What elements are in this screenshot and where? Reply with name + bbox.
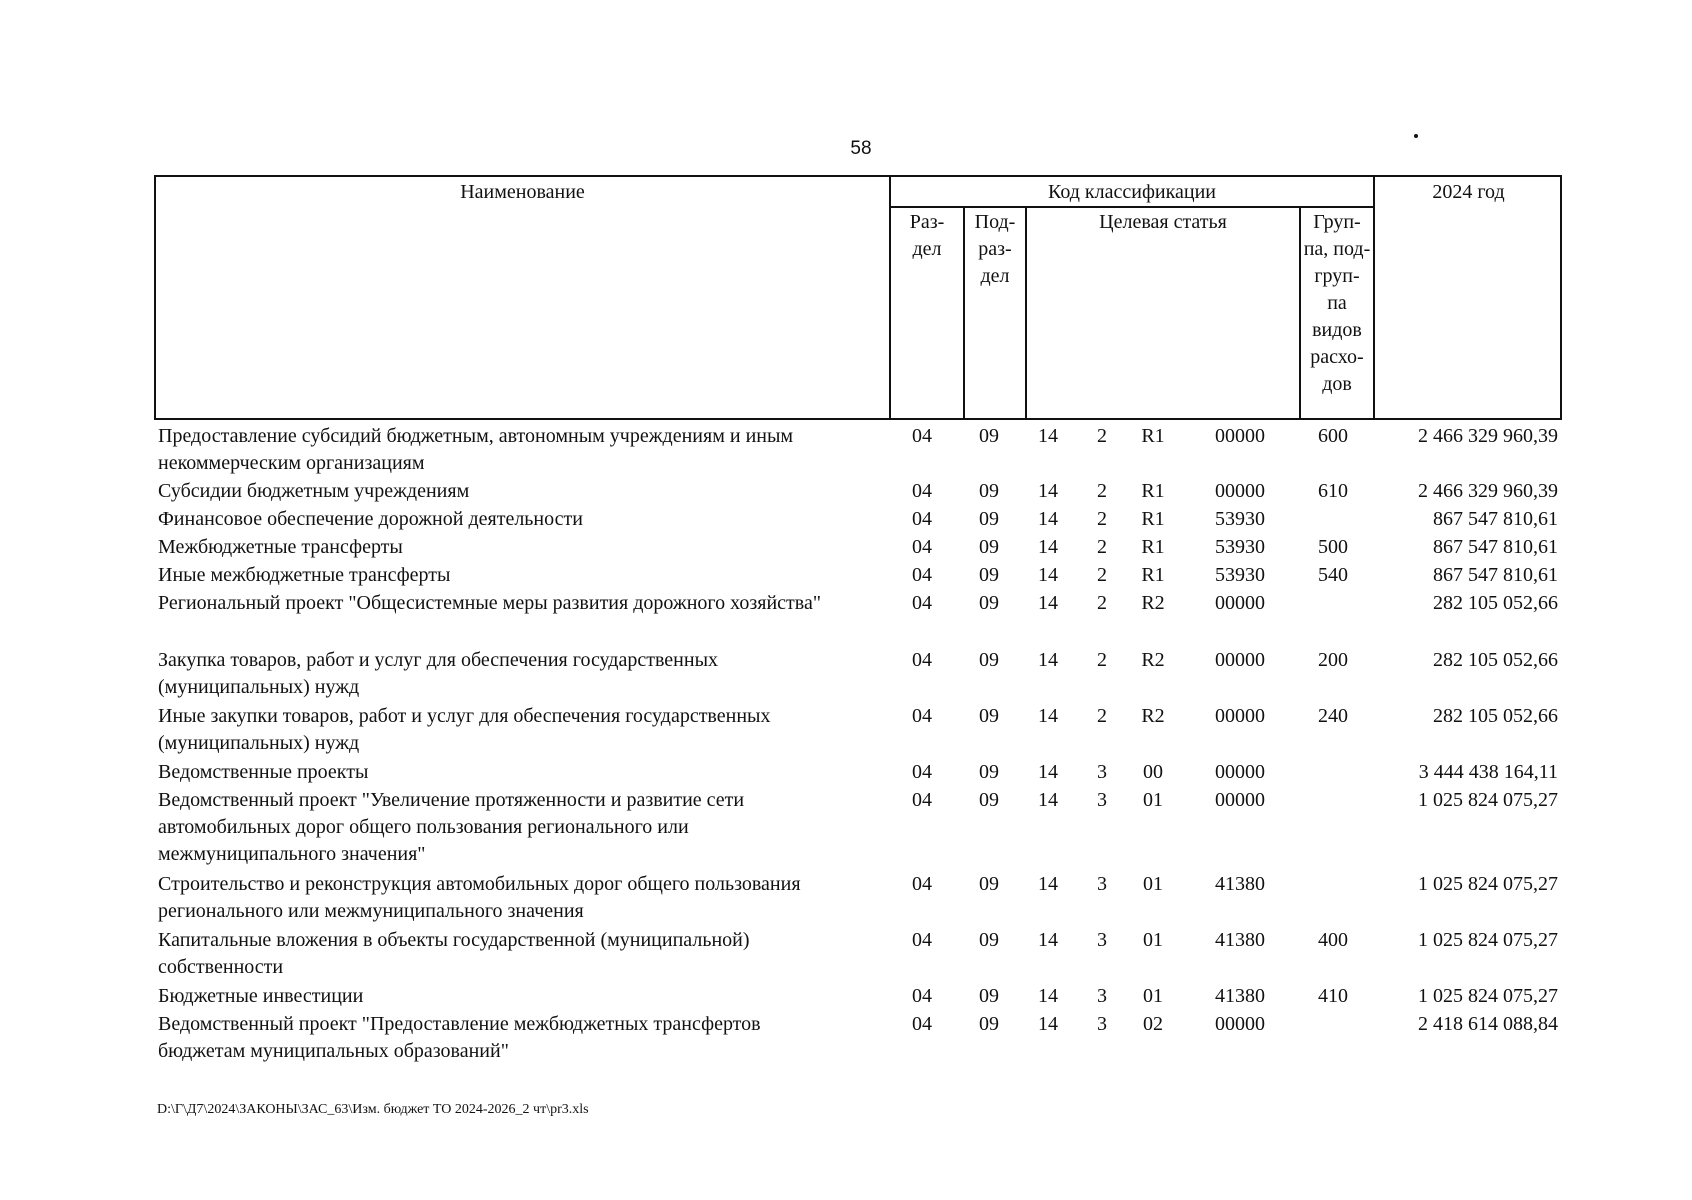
row-name: Ведомственный проект "Предоставление межбюджетных трансфертов бюджетам муниципальных образований" xyxy=(158,1013,761,1062)
cell-cs3: R1 xyxy=(1141,508,1165,530)
cell-cs3: 00 xyxy=(1143,761,1163,783)
cell-cs2: 3 xyxy=(1097,929,1107,951)
header-name: Наименование xyxy=(460,181,585,203)
cell-cs3: R2 xyxy=(1141,592,1165,614)
cell-amount: 867 547 810,61 xyxy=(1433,536,1558,558)
cell-vr: 610 xyxy=(1318,480,1348,502)
cell-razdel: 04 xyxy=(912,761,932,783)
cell-cs2: 3 xyxy=(1097,1013,1107,1035)
cell-cs4: 00000 xyxy=(1215,1013,1265,1035)
cell-cs3: 01 xyxy=(1143,929,1163,951)
cell-razdel: 04 xyxy=(912,985,932,1007)
row-name: Межбюджетные трансферты xyxy=(158,536,403,558)
cell-cs4: 53930 xyxy=(1215,508,1265,530)
cell-podrazdel: 09 xyxy=(979,705,999,727)
cell-podrazdel: 09 xyxy=(979,508,999,530)
cell-cs4: 00000 xyxy=(1215,789,1265,811)
cell-amount: 2 466 329 960,39 xyxy=(1418,425,1558,447)
row-name: Финансовое обеспечение дорожной деятельности xyxy=(158,508,583,530)
cell-cs4: 41380 xyxy=(1215,985,1265,1007)
cell-cs2: 3 xyxy=(1097,873,1107,895)
cell-cs4: 00000 xyxy=(1215,761,1265,783)
cell-podrazdel: 09 xyxy=(979,536,999,558)
cell-cs2: 3 xyxy=(1097,761,1107,783)
cell-razdel: 04 xyxy=(912,649,932,671)
row-name: Ведомственные проекты xyxy=(158,761,369,783)
cell-cs2: 2 xyxy=(1097,649,1107,671)
cell-cs2: 2 xyxy=(1097,480,1107,502)
cell-razdel: 04 xyxy=(912,705,932,727)
row-name: Предоставление субсидий бюджетным, автономным учреждениям и иным некоммерческим организациям xyxy=(158,425,794,474)
cell-cs2: 2 xyxy=(1097,536,1107,558)
cell-cs4: 41380 xyxy=(1215,873,1265,895)
cell-cs4: 53930 xyxy=(1215,564,1265,586)
cell-cs4: 00000 xyxy=(1215,592,1265,614)
cell-podrazdel: 09 xyxy=(979,929,999,951)
cell-cs2: 3 xyxy=(1097,985,1107,1007)
cell-cs3: 01 xyxy=(1143,873,1163,895)
cell-cs1: 14 xyxy=(1038,1013,1058,1035)
cell-amount: 867 547 810,61 xyxy=(1433,508,1558,530)
cell-cs2: 2 xyxy=(1097,705,1107,727)
cell-podrazdel: 09 xyxy=(979,564,999,586)
cell-vr: 400 xyxy=(1318,929,1348,951)
row-name: Строительство и реконструкция автомобильных дорог общего пользования регионального или межмуниципального значения xyxy=(158,873,801,922)
cell-razdel: 04 xyxy=(912,592,932,614)
cell-cs3: 01 xyxy=(1143,985,1163,1007)
row-name: Капитальные вложения в объекты государственной (муниципальной) собственности xyxy=(158,929,750,978)
cell-razdel: 04 xyxy=(912,929,932,951)
cell-cs1: 14 xyxy=(1038,705,1058,727)
cell-amount: 282 105 052,66 xyxy=(1433,705,1558,727)
cell-amount: 1 025 824 075,27 xyxy=(1418,873,1558,895)
row-name: Иные закупки товаров, работ и услуг для обеспечения государственных (муниципальных) нужд xyxy=(158,705,771,754)
cell-podrazdel: 09 xyxy=(979,873,999,895)
cell-amount: 1 025 824 075,27 xyxy=(1418,985,1558,1007)
cell-podrazdel: 09 xyxy=(979,592,999,614)
cell-razdel: 04 xyxy=(912,564,932,586)
cell-cs4: 00000 xyxy=(1215,425,1265,447)
header-year: 2024 год xyxy=(1432,181,1505,203)
cell-vr: 240 xyxy=(1318,705,1348,727)
cell-cs1: 14 xyxy=(1038,761,1058,783)
cell-razdel: 04 xyxy=(912,536,932,558)
cell-cs3: R1 xyxy=(1141,564,1165,586)
cell-podrazdel: 09 xyxy=(979,649,999,671)
row-name: Субсидии бюджетным учреждениям xyxy=(158,480,470,502)
cell-vr: 540 xyxy=(1318,564,1348,586)
cell-cs1: 14 xyxy=(1038,536,1058,558)
cell-razdel: 04 xyxy=(912,508,932,530)
cell-amount: 282 105 052,66 xyxy=(1433,592,1558,614)
cell-amount: 1 025 824 075,27 xyxy=(1418,929,1558,951)
cell-cs2: 2 xyxy=(1097,592,1107,614)
row-name: Иные межбюджетные трансферты xyxy=(158,564,451,586)
cell-vr: 410 xyxy=(1318,985,1348,1007)
cell-amount: 1 025 824 075,27 xyxy=(1418,789,1558,811)
header-expense-group: Груп- па, под- груп- па видов расхо- дов xyxy=(1303,211,1371,395)
cell-cs1: 14 xyxy=(1038,789,1058,811)
header-classification-code: Код классификации xyxy=(1047,181,1217,203)
cell-cs2: 2 xyxy=(1097,425,1107,447)
cell-cs1: 14 xyxy=(1038,508,1058,530)
cell-cs1: 14 xyxy=(1038,873,1058,895)
cell-cs3: 01 xyxy=(1143,789,1163,811)
row-name: Региональный проект "Общесистемные меры развития дорожного хозяйства" xyxy=(158,592,821,614)
cell-razdel: 04 xyxy=(912,1013,932,1035)
cell-podrazdel: 09 xyxy=(979,985,999,1007)
cell-razdel: 04 xyxy=(912,873,932,895)
cell-amount: 2 418 614 088,84 xyxy=(1418,1013,1558,1035)
row-name: Бюджетные инвестиции xyxy=(158,985,364,1007)
cell-cs1: 14 xyxy=(1038,592,1058,614)
cell-vr: 200 xyxy=(1318,649,1348,671)
cell-cs4: 00000 xyxy=(1215,649,1265,671)
cell-podrazdel: 09 xyxy=(979,425,999,447)
cell-cs1: 14 xyxy=(1038,929,1058,951)
header-subsection: Под- раз- дел xyxy=(974,211,1016,287)
header-target-article: Целевая статья xyxy=(1099,211,1227,233)
cell-cs2: 2 xyxy=(1097,564,1107,586)
row-name: Ведомственный проект "Увеличение протяженности и развитие сети автомобильных дорог общего пользования регионального или межмуниципального значения" xyxy=(158,789,745,865)
cell-cs3: R1 xyxy=(1141,536,1165,558)
cell-cs4: 53930 xyxy=(1215,536,1265,558)
cell-cs4: 41380 xyxy=(1215,929,1265,951)
cell-cs1: 14 xyxy=(1038,985,1058,1007)
table-header xyxy=(154,175,1562,420)
cell-podrazdel: 09 xyxy=(979,789,999,811)
cell-cs3: 02 xyxy=(1143,1013,1163,1035)
cell-cs1: 14 xyxy=(1038,649,1058,671)
cell-cs4: 00000 xyxy=(1215,705,1265,727)
cell-razdel: 04 xyxy=(912,789,932,811)
cell-cs4: 00000 xyxy=(1215,480,1265,502)
cell-cs2: 3 xyxy=(1097,789,1107,811)
cell-cs3: R2 xyxy=(1141,705,1165,727)
cell-cs3: R2 xyxy=(1141,649,1165,671)
cell-amount: 867 547 810,61 xyxy=(1433,564,1558,586)
cell-amount: 282 105 052,66 xyxy=(1433,649,1558,671)
cell-amount: 3 444 438 164,11 xyxy=(1418,761,1558,783)
cell-cs1: 14 xyxy=(1038,480,1058,502)
cell-podrazdel: 09 xyxy=(979,480,999,502)
cell-vr: 500 xyxy=(1318,536,1348,558)
stray-dot xyxy=(1414,134,1418,138)
file-path-footer: D:\Г\Д7\2024\ЗАКОНЫ\ЗАС_63\Изм. бюджет ТО 2024-2026_2 чт\pr3.xls xyxy=(157,1102,589,1117)
cell-cs1: 14 xyxy=(1038,564,1058,586)
cell-amount: 2 466 329 960,39 xyxy=(1418,480,1558,502)
cell-cs2: 2 xyxy=(1097,508,1107,530)
header-section: Раз- дел xyxy=(909,211,945,260)
cell-cs1: 14 xyxy=(1038,425,1058,447)
cell-podrazdel: 09 xyxy=(979,1013,999,1035)
cell-vr: 600 xyxy=(1318,425,1348,447)
cell-podrazdel: 09 xyxy=(979,761,999,783)
cell-razdel: 04 xyxy=(912,425,932,447)
cell-cs3: R1 xyxy=(1141,425,1165,447)
page-number: 58 xyxy=(850,138,872,159)
row-name: Закупка товаров, работ и услуг для обеспечения государственных (муниципальных) нужд xyxy=(158,649,719,698)
cell-cs3: R1 xyxy=(1141,480,1165,502)
cell-razdel: 04 xyxy=(912,480,932,502)
